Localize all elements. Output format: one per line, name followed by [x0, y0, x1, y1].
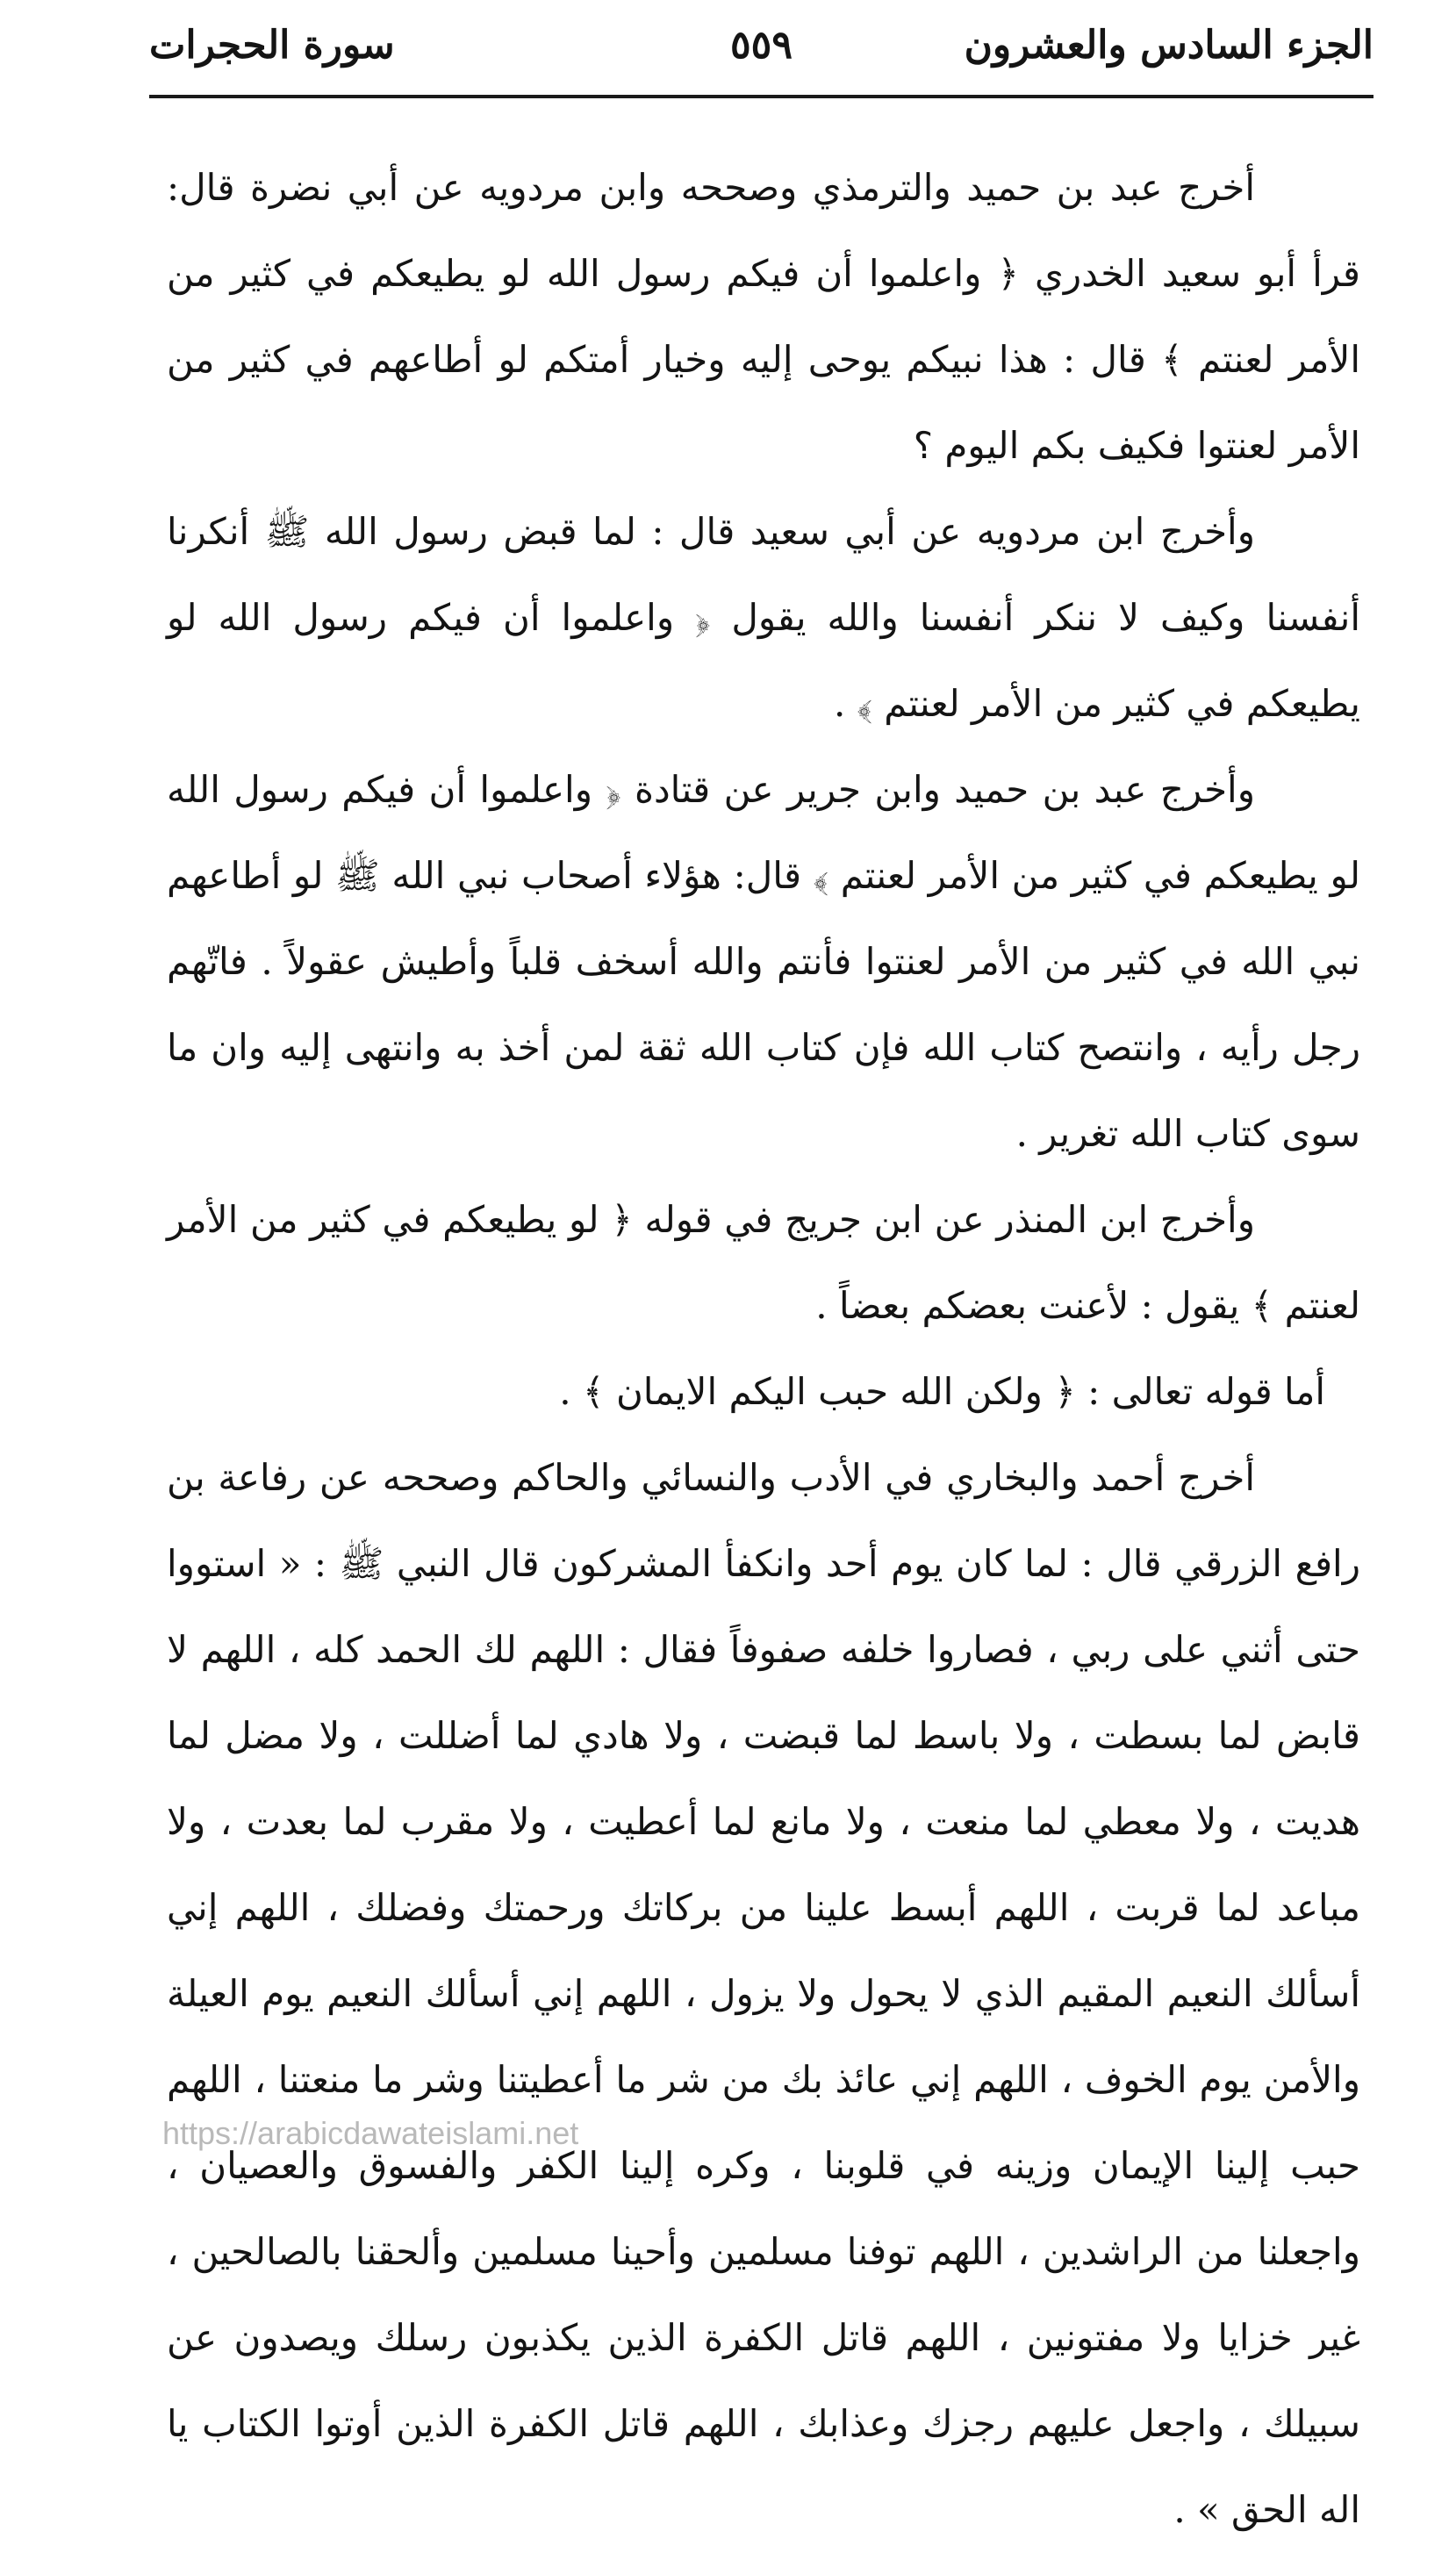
paragraph: أما قوله تعالى : ﴿ ولكن الله حبب اليكم الايمان ﴾ . [559, 1370, 1325, 1413]
surah-title: سورة الحجرات [149, 23, 395, 68]
page-number: ٥٥٩ [730, 23, 793, 68]
paragraph: وأخرج ابن مردويه عن أبي سعيد قال : لما قبض رسول الله ﷺ أنكرنا أنفسنا وكيف لا ننكر أنفسنا والله يقول ﴿ واعلموا أن فيكم رسول الله لو يطيعكم في كثير من الأمر لعنتم ﴾ . [167, 510, 1360, 725]
paragraph: وأخرج ابن المنذر عن ابن جريج في قوله ﴿ لو يطيعكم في كثير من الأمر لعنتم ﴾ يقول : لأعنت بعضكم بعضاً . [167, 1198, 1360, 1327]
paragraph: أخرج عبد بن حميد والترمذي وصححه وابن مردويه عن أبي نضرة قال: قرأ أبو سعيد الخدري ﴿ واعلموا أن فيكم رسول الله لو يطيعكم في كثير من الأمر لعنتم ﴾ قال : هذا نبيكم يوحى إليه وخيار أمتكم لو أطاعهم في كثير من الأمر لعنتوا فكيف بكم اليوم ؟ [167, 166, 1360, 467]
part-title: الجزء السادس والعشرون [964, 23, 1374, 68]
header-divider [149, 95, 1374, 98]
paragraph: وأخرج عبد بن حميد وابن جرير عن قتادة ﴿ واعلموا أن فيكم رسول الله لو يطيعكم في كثير من الأمر لعنتم ﴾ قال: هؤلاء أصحاب نبي الله ﷺ لو أطاعهم نبي الله في كثير من الأمر لعنتوا فأنتم والله أسخف قلباً وأطيش عقولاً . فاتّهم رجل رأيه ، وانتصح كتاب الله فإن كتاب الله ثقة لمن أخذ به وانتهى إليه وان ما سوى كتاب الله تغرير . [167, 768, 1360, 1155]
page-header [149, 16, 1374, 95]
paragraph: أخرج أحمد والبخاري في الأدب والنسائي والحاكم وصححه عن رفاعة بن رافع الزرقي قال : لما كان يوم أحد وانكفأ المشركون قال النبي ﷺ : « استووا حتى أثني على ربي ، فصاروا خلفه صفوفاً فقال : اللهم لك الحمد كله ، اللهم لا قابض لما بسطت ، ولا باسط لما قبضت ، ولا هادي لما أضللت ، ولا مضل لما هديت ، ولا معطي لما منعت ، ولا مانع لما أعطيت ، ولا مقرب لما بعدت ، ولا مباعد لما قربت ، اللهم أبسط علينا من بركاتك ورحمتك وفضلك ، اللهم إني أسألك النعيم المقيم الذي لا يحول ولا يزول ، اللهم إني أسألك النعيم يوم العيلة والأمن يوم الخوف ، اللهم إني عائذ بك من شر ما أعطيتنا وشر ما منعتنا ، اللهم حبب إلينا الإيمان وزينه في قلوبنا ، وكره إلينا الكفر والفسوق والعصيان ، واجعلنا من الراشدين ، اللهم توفنا مسلمين وأحينا مسلمين وألحقنا بالصالحين ، غير خزايا ولا مفتونين ، اللهم قاتل الكفرة الذين يكذبون رسلك ويصدون عن سبيلك ، واجعل عليهم رجزك وعذابك ، اللهم قاتل الكفرة الذين أوتوا الكتاب يا اله الحق » . [167, 1456, 1360, 2531]
watermark-url: https://arabicdawateislami.net [162, 2115, 579, 2151]
page-body [167, 145, 1360, 2553]
